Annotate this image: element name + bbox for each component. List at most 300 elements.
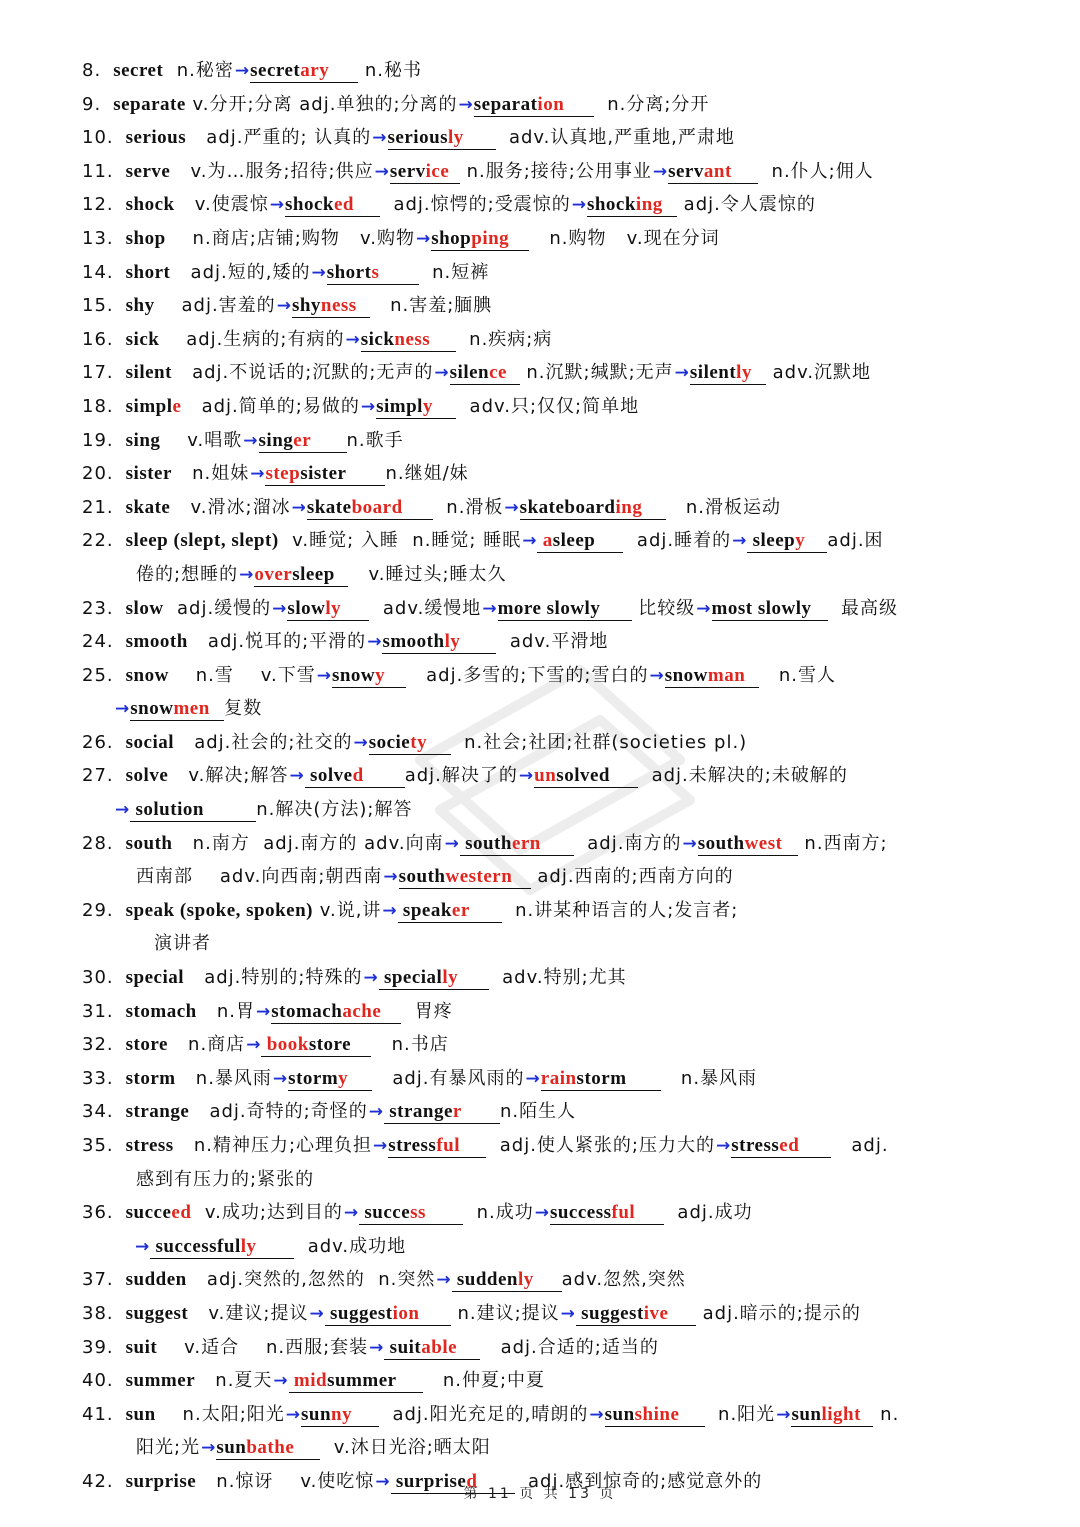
definition-text: n.分离;分开 (593, 93, 710, 115)
entry-number: 27. (82, 765, 114, 787)
vocab-entry (82, 995, 1012, 1029)
definition-text: n.继姐/妹 (385, 463, 469, 485)
entry-number: 30. (82, 967, 114, 989)
definition-text: adj.惊愕的;受震惊的 (380, 194, 571, 216)
answer-blank (384, 1101, 500, 1124)
answer-blank (698, 833, 798, 856)
vocab-entry (82, 289, 1012, 323)
headword: skate (125, 496, 171, 518)
right-arrow-icon: → (534, 1203, 549, 1224)
definition-text: n.南方 adj.南方的 adv.向南 (172, 832, 444, 854)
headword: serious (125, 127, 187, 149)
entry-number: 29. (82, 899, 114, 921)
answer-suffix-highlight: un (534, 765, 557, 787)
answer-stem: succe (359, 1202, 411, 1224)
right-arrow-icon: → (360, 396, 376, 417)
answer-stem: stress (731, 1135, 780, 1156)
entry-number: 31. (82, 1000, 114, 1022)
definition-text: n.惊讶 v.使吃惊 (196, 1470, 375, 1492)
answer-blank (288, 1068, 372, 1091)
vocab-entry (82, 1297, 1012, 1331)
answer-blank (498, 598, 632, 621)
definition-text: n.雪 v.下雪 (168, 664, 316, 686)
answer-blank (520, 497, 666, 520)
entry-continuation (82, 860, 1012, 894)
right-arrow-icon: → (363, 968, 378, 989)
vocab-entry (82, 1095, 1012, 1129)
answer-stem: stomach (271, 1000, 343, 1022)
headword: short (125, 261, 171, 283)
answer-blank (216, 1437, 320, 1460)
answer-blank (460, 833, 574, 856)
definition-text: v.解决;解答 (168, 765, 289, 787)
headword: special (125, 967, 185, 989)
answer-suffix-highlight: ing (615, 496, 643, 518)
definition-text: adv.认真地,严重地,严肃地 (495, 127, 735, 149)
definition-text: 阳光;光 (136, 1437, 201, 1459)
answer-suffix-highlight: over (254, 563, 293, 585)
definition-text: adj.感到惊奇的;感觉意外的 (514, 1470, 763, 1492)
definition-text: n.精神压力;心理负担 (173, 1135, 373, 1156)
definition-text: adv.缓慢地 (369, 597, 482, 619)
answer-blank (605, 1404, 705, 1427)
entry-number: 38. (82, 1302, 114, 1324)
answer-stem: sun (216, 1437, 247, 1459)
definition-text: adj. (831, 1135, 889, 1156)
answer-stem: shy (291, 295, 321, 317)
definition-text: v.滑冰;溜冰 (170, 496, 291, 518)
definition-text: adj.突然的,忽然的 n.突然 (186, 1269, 436, 1291)
definition-text: adv.特别;尤其 (488, 967, 627, 989)
vocab-entry (82, 759, 1012, 826)
definition-text: adv.成功地 (294, 1235, 407, 1257)
entry-number: 24. (82, 631, 114, 653)
right-arrow-icon: → (250, 464, 265, 485)
definition-text: n.商店;店铺;购物 v.购物 (165, 227, 415, 249)
answer-suffix-highlight: ly (448, 127, 464, 149)
definition-text: adv.忽然,突然 (561, 1269, 686, 1291)
entry-number: 14. (82, 261, 114, 283)
right-arrow-icon: → (375, 1471, 390, 1492)
definition-text: adj.奇特的;奇怪的 (189, 1101, 368, 1123)
answer-suffix-highlight: ion (537, 93, 565, 115)
answer-blank (791, 1404, 873, 1427)
answer-suffix-highlight: ing (635, 194, 663, 216)
answer-stem: shock (586, 194, 636, 216)
definition-text: 演讲者 (154, 933, 211, 955)
headword: sleep (slept, slept) (125, 530, 279, 552)
definition-text: v.成功;达到目的 (191, 1202, 343, 1224)
headword: sing (125, 429, 161, 451)
definition-text: n.购物 v.现在分词 (529, 227, 720, 249)
right-arrow-icon: → (732, 531, 747, 552)
answer-blank (384, 1337, 480, 1360)
definition-text: n.滑板 (432, 496, 504, 518)
entry-number: 32. (82, 1034, 114, 1056)
definition-text: adj.特别的;特殊的 (184, 967, 363, 989)
answer-blank (452, 1269, 562, 1292)
answer-stem: strange (383, 1101, 453, 1123)
answer-blank (307, 497, 433, 520)
vocab-entry (82, 390, 1012, 424)
vocab-entry (82, 592, 1012, 626)
answer-blank (301, 1404, 379, 1427)
definition-text: v.沐日光浴;晒太阳 (320, 1437, 491, 1459)
answer-suffix-highlight: r (452, 1101, 462, 1123)
right-arrow-icon: → (652, 161, 668, 182)
entry-number: 40. (82, 1370, 114, 1392)
right-arrow-icon: → (289, 766, 304, 787)
definition-text: n.太阳;阳光 (155, 1403, 285, 1425)
vocab-entry (82, 1196, 1012, 1263)
vocab-entry (82, 827, 1012, 894)
entry-continuation (82, 1431, 1012, 1465)
answer-blank (287, 598, 369, 621)
answer-stem: snow (331, 664, 376, 686)
answer-suffix-highlight: able (421, 1336, 458, 1358)
answer-blank (431, 228, 529, 251)
vocab-entry (82, 1364, 1012, 1398)
right-arrow-icon: → (311, 262, 326, 283)
answer-suffix-highlight: board (351, 496, 403, 518)
answer-suffix-highlight: ant (703, 160, 732, 182)
answer-suffix-highlight: d (466, 1470, 478, 1492)
right-arrow-icon: → (436, 1270, 451, 1291)
definition-text: v.建议;提议 (188, 1302, 309, 1324)
definition-text: v.唱歌 (160, 429, 243, 451)
answer-blank (534, 765, 638, 788)
right-arrow-icon: → (374, 161, 389, 182)
answer-blank (747, 530, 827, 553)
vocab-entry (82, 222, 1012, 256)
headword: sick (125, 328, 160, 350)
entry-continuation (82, 1163, 1012, 1197)
headword: sister (125, 463, 172, 485)
definition-text: 倦的;想睡的 (136, 563, 239, 585)
answer-stem: skateboard (519, 496, 616, 518)
right-arrow-icon: → (415, 228, 431, 249)
entry-number: 28. (82, 832, 114, 854)
answer-blank (398, 900, 502, 923)
answer-blank (250, 60, 358, 83)
answer-stem: snow (130, 698, 174, 720)
definition-text: n.商店 (167, 1034, 246, 1056)
entry-number: 34. (82, 1101, 114, 1123)
page-footer: 第 11 页 共 13 页 (463, 1486, 617, 1502)
right-arrow-icon: → (135, 1236, 150, 1257)
answer-stem: smooth (382, 631, 445, 653)
definition-text: n.害羞;腼腆 (369, 295, 493, 317)
definition-text: n.秘密 (163, 60, 234, 81)
headword: silent (125, 362, 172, 384)
right-arrow-icon: → (273, 1371, 288, 1392)
answer-stem: south (398, 866, 446, 888)
definition-text: adj.多雪的;下雪的;雪白的 (405, 664, 649, 686)
answer-stem: socie (368, 731, 411, 753)
answer-blank (712, 598, 828, 621)
right-arrow-icon: → (285, 1404, 301, 1425)
answer-stem: south (697, 832, 745, 854)
definition-text: n.滑板运动 (665, 496, 781, 518)
definition-text: adv.只;仅仅;简单地 (456, 395, 640, 417)
answer-suffix-highlight: man (707, 664, 746, 686)
answer-suffix-highlight: mid (293, 1370, 328, 1392)
answer-blank (690, 362, 766, 385)
definition-text: n.暴风雨 (660, 1067, 758, 1089)
vocab-entry (82, 894, 1012, 961)
definition-text: n.暴风雨 (175, 1067, 272, 1089)
headword: suggest (125, 1302, 189, 1324)
headword: smooth (125, 631, 188, 653)
answer-stem: special (378, 967, 443, 989)
answer-stem: simpl (376, 395, 423, 417)
answer-stem: store (308, 1034, 352, 1056)
answer-stem: successful (150, 1235, 241, 1257)
answer-stem: sun (604, 1403, 635, 1425)
answer-blank (390, 161, 460, 184)
answer-blank (254, 564, 348, 587)
right-arrow-icon: → (522, 531, 537, 552)
right-arrow-icon: → (525, 1068, 540, 1089)
vocab-entry (82, 1062, 1012, 1096)
answer-blank (450, 362, 520, 385)
right-arrow-icon: → (482, 598, 497, 619)
definition-text: adj.短的,矮的 (170, 261, 311, 283)
answer-stem: most slowly (711, 597, 812, 619)
answer-suffix-highlight: ping (471, 227, 510, 249)
right-arrow-icon: → (272, 598, 287, 619)
headword: stress (125, 1135, 174, 1156)
definition-text: n.讲某种语言的人;发言者; (501, 899, 739, 921)
answer-suffix-highlight: y (422, 395, 433, 417)
answer-suffix-highlight: ness (320, 295, 357, 317)
answer-suffix-highlight: y (338, 1067, 349, 1089)
definition-text: adj.成功 (663, 1202, 753, 1224)
entry-number: 22. (82, 530, 114, 552)
right-arrow-icon: → (696, 598, 711, 619)
right-arrow-icon: → (201, 1438, 216, 1459)
definition-text: n.仲夏;中夏 (422, 1370, 546, 1392)
vocab-entry (82, 726, 1012, 760)
definition-text: v.适合 n.西服;套装 (157, 1336, 369, 1358)
definition-text: n.解决(方法);解答 (256, 799, 413, 821)
answer-blank (665, 665, 759, 688)
headword: sudden (125, 1269, 187, 1291)
entry-number: 39. (82, 1336, 114, 1358)
answer-stem: sleep (747, 530, 796, 552)
headword: stomach (125, 1000, 197, 1022)
answer-suffix-highlight: ern (511, 832, 541, 854)
answer-suffix-highlight: d (352, 765, 364, 787)
answer-suffix-highlight: shine (634, 1403, 680, 1425)
definition-text: n.姐妹 (171, 463, 250, 485)
vocab-entry (82, 424, 1012, 458)
definition-text: v.使震惊 (174, 194, 269, 216)
answer-suffix-highlight: ss (410, 1202, 426, 1224)
answer-stem: sun (301, 1403, 332, 1425)
right-arrow-icon: → (316, 665, 331, 686)
headword: solve (125, 765, 169, 787)
answer-blank (327, 262, 419, 285)
answer-stem: sing (258, 429, 294, 451)
vocab-entry (82, 155, 1012, 189)
right-arrow-icon: → (682, 833, 697, 854)
entry-number: 25. (82, 664, 114, 686)
headword: slow (125, 597, 164, 619)
right-arrow-icon: → (246, 1035, 261, 1056)
answer-blank (379, 967, 489, 990)
answer-stem: separat (473, 93, 538, 115)
definition-text: n.歌手 (346, 429, 404, 451)
definition-text: v.睡过头;睡太久 (348, 563, 507, 585)
right-arrow-icon: → (234, 61, 250, 81)
right-arrow-icon: → (674, 363, 689, 384)
headword: shop (125, 227, 166, 249)
answer-suffix-highlight: ion (392, 1302, 420, 1324)
headword: shock (125, 194, 175, 216)
right-arrow-icon: → (444, 833, 459, 854)
vocab-entry (82, 1331, 1012, 1365)
definition-text: adj.社会的;社交的 (174, 731, 353, 753)
headword: speak (spoke, spoken) (125, 899, 313, 921)
entry-number: 19. (82, 429, 114, 451)
definition-text: n.陌生人 (499, 1101, 577, 1123)
vocab-entry (82, 188, 1012, 222)
answer-stem: shop (431, 227, 472, 249)
answer-stem: speak (397, 899, 452, 921)
answer-blank (474, 94, 594, 117)
answer-stem: south (459, 832, 512, 854)
definition-text: n.建议;提议 (450, 1302, 560, 1324)
definition-text: n.西南方; (797, 832, 888, 854)
answer-blank (731, 1135, 831, 1158)
answer-blank (361, 329, 456, 352)
entry-number: 12. (82, 194, 114, 216)
answer-suffix-highlight: ly (736, 362, 752, 384)
answer-suffix-highlight: ive (643, 1302, 669, 1324)
entry-number: 23. (82, 597, 114, 619)
answer-blank (261, 1034, 371, 1057)
definition-text: n.胃 (196, 1000, 255, 1022)
answer-stem: skate (306, 496, 352, 518)
definition-text: n.社会;社团;社群(societies pl.) (450, 731, 748, 753)
headword: strange (125, 1101, 190, 1123)
answer-suffix-highlight: ly (442, 967, 459, 989)
definition-text: adj.合适的;适当的 (480, 1336, 659, 1358)
definition-text: adv.沉默地 (765, 362, 872, 384)
right-arrow-icon: → (649, 665, 664, 686)
right-arrow-icon: → (518, 766, 534, 787)
headword: suit (125, 1336, 158, 1358)
entry-number: 35. (82, 1135, 114, 1156)
right-arrow-icon: → (272, 1068, 288, 1089)
answer-blank (537, 530, 623, 553)
answer-stem: sudden (451, 1269, 518, 1291)
answer-stem: shock (285, 194, 334, 216)
definition-text: n.疾病;病 (455, 328, 553, 350)
answer-stem: solved (556, 765, 610, 787)
answer-suffix-highlight: ly (325, 597, 342, 619)
right-arrow-icon: → (382, 900, 397, 921)
headword: storm (125, 1067, 176, 1089)
answer-blank (305, 765, 405, 788)
right-arrow-icon: → (243, 430, 258, 451)
definition-text: adj.未解决的;未破解的 (638, 765, 848, 787)
entry-continuation (82, 927, 1012, 961)
right-arrow-icon: → (504, 497, 519, 518)
headword: e (172, 395, 182, 417)
answer-suffix-highlight: y (375, 664, 386, 686)
vocab-entry (82, 121, 1012, 155)
vocab-entry (82, 524, 1012, 591)
right-arrow-icon: → (291, 497, 306, 518)
answer-suffix-highlight: ty (410, 731, 428, 753)
definition-text: n.书店 (371, 1034, 449, 1056)
answer-suffix-highlight: step (265, 463, 301, 485)
entry-continuation (82, 793, 1012, 827)
answer-suffix-highlight: light (821, 1403, 861, 1425)
answer-suffix-highlight: book (266, 1034, 309, 1056)
headword: sun (125, 1403, 156, 1425)
vocab-entry (82, 659, 1012, 726)
answer-stem: sleep (292, 563, 335, 585)
answer-suffix-highlight: bathe (246, 1437, 295, 1459)
answer-blank (130, 698, 224, 721)
answer-stem: sick (360, 328, 395, 350)
definition-text: v.为…服务;招待;供应 (170, 160, 374, 182)
headword: south (125, 832, 173, 854)
answer-suffix-highlight: y (795, 530, 806, 552)
right-arrow-icon: → (368, 1102, 383, 1123)
right-arrow-icon: → (309, 1303, 324, 1324)
answer-blank (259, 430, 347, 453)
answer-suffix-highlight: ary (300, 60, 330, 81)
answer-suffix-highlight: western (445, 866, 513, 888)
headword: social (125, 731, 175, 753)
definition-text: n. (873, 1403, 900, 1425)
right-arrow-icon: → (115, 800, 130, 821)
entry-number: 17. (82, 362, 114, 384)
vocab-entry (82, 356, 1012, 390)
answer-suffix-highlight: ce (489, 362, 507, 384)
answer-blank (399, 866, 531, 889)
answer-stem: suggest (324, 1302, 393, 1324)
headword: summer (125, 1370, 196, 1392)
answer-stem: sleep (552, 530, 596, 552)
right-arrow-icon: → (372, 128, 387, 149)
headword: separate (113, 93, 186, 115)
definition-text: n.短裤 (418, 261, 490, 283)
definition-text: adj.使人紧张的;压力大的 (486, 1135, 715, 1156)
definition-text: n.服务;接待;公用事业 (459, 160, 652, 182)
answer-suffix-highlight: ache (342, 1000, 382, 1022)
answer-blank (332, 665, 406, 688)
headword: succe (125, 1202, 172, 1224)
answer-stem: short (326, 261, 372, 283)
answer-stem: surprise (390, 1470, 467, 1492)
answer-suffix-highlight: ly (444, 631, 461, 653)
answer-suffix-highlight: rain (540, 1067, 577, 1089)
definition-text: adj.睡着的 (623, 530, 732, 552)
right-arrow-icon: → (715, 1136, 731, 1156)
answer-blank (376, 396, 456, 419)
entry-continuation (82, 692, 1012, 726)
headword: shy (125, 295, 155, 317)
vocab-entry (82, 54, 1012, 88)
definition-text: adv.平滑地 (496, 631, 609, 653)
vocab-entry (82, 256, 1012, 290)
definition-text: n.阳光 (704, 1403, 776, 1425)
